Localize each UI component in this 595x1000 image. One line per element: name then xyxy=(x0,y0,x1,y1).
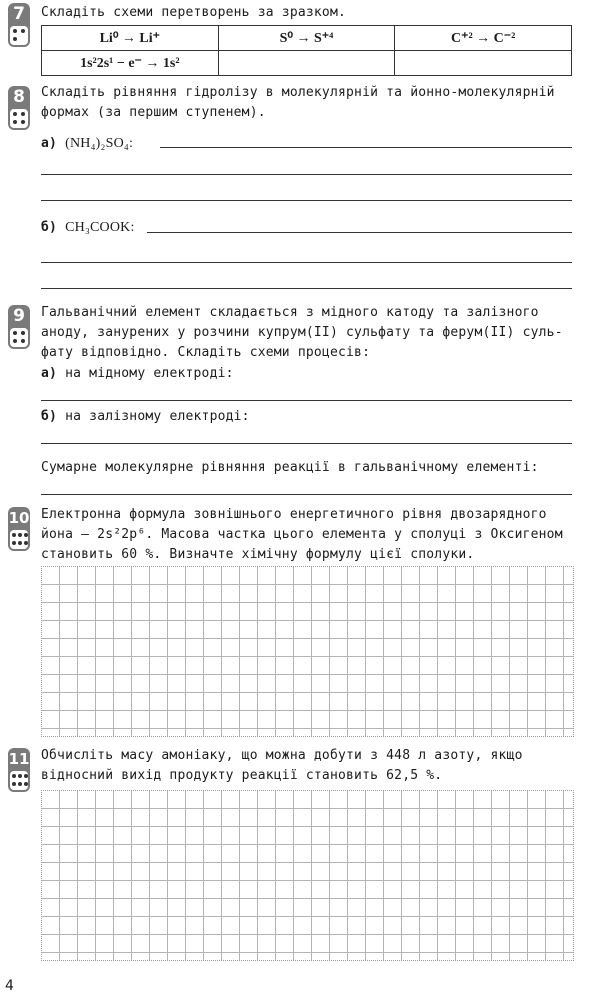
item-label: б) xyxy=(41,220,58,235)
task-8-text-line1: Складіть рівняння гідролізу в молекулярній та йонно-молекулярній xyxy=(41,85,555,100)
difficulty-dots-icon xyxy=(10,109,28,128)
task-11-text-line1: Обчисліть масу амоніаку, що можна добути з 448 л азоту, якщо xyxy=(41,748,523,763)
formula: (NH₄)₂SO₄: xyxy=(65,136,134,151)
task-number-11: 11 xyxy=(8,750,30,768)
task-9-a-row xyxy=(41,364,234,384)
answer-grid-11[interactable] xyxy=(41,790,574,961)
difficulty-dots-icon xyxy=(10,771,28,790)
task-number-7: 7 xyxy=(13,4,25,24)
item-label: а) xyxy=(41,136,58,151)
answer-line[interactable] xyxy=(41,494,572,495)
item-text: на залізному електроді: xyxy=(65,409,250,424)
task-8-text-line2: формах (за першим ступенем). xyxy=(41,105,266,120)
task-badge-8 xyxy=(8,86,30,130)
task-badge-10 xyxy=(8,507,30,551)
task-10-text-line3: становить 60 %. Визначте хімічну формулу цієї сполуки. xyxy=(41,547,475,562)
answer-line[interactable] xyxy=(41,200,572,201)
answer-grid-10[interactable] xyxy=(41,566,574,737)
task-number-8: 8 xyxy=(13,87,25,107)
answer-line[interactable] xyxy=(41,443,572,444)
table-answer-cell[interactable] xyxy=(218,51,395,76)
task-7-text: Складіть схеми перетворень за зразком. xyxy=(41,5,347,20)
item-label: а) xyxy=(41,366,58,381)
task-10-text-line1: Електронна формула зовнішнього енергетичного рівня двозарядного xyxy=(41,507,547,522)
answer-line[interactable] xyxy=(41,400,572,401)
task-number-10: 10 xyxy=(8,509,30,527)
task-9-b-row xyxy=(41,407,250,427)
task-8-a-row xyxy=(41,134,133,154)
task-badge-11 xyxy=(8,748,30,792)
difficulty-dots-icon xyxy=(10,328,28,347)
difficulty-dots-icon xyxy=(10,530,28,549)
page-number: 4 xyxy=(5,978,14,994)
task-9-text-line2: аноду, занурених у розчини купрум(ІІ) сульфату та ферум(ІІ) суль- xyxy=(41,325,563,340)
task-9-summary: Сумарне молекулярне рівняння реакції в гальванічному елементі: xyxy=(41,460,539,475)
answer-line[interactable] xyxy=(41,262,572,263)
answer-line[interactable] xyxy=(41,288,572,289)
transformation-table xyxy=(41,25,572,76)
table-example-cell: 1s²2s¹ − e⁻ → 1s² xyxy=(42,51,219,76)
task-badge-7 xyxy=(8,3,30,47)
task-9-text-line1: Гальванічний елемент складається з мідного катоду та залізного xyxy=(41,305,539,320)
table-header-cell: C⁺² → C⁻² xyxy=(395,26,572,51)
table-header-cell: Li⁰ → Li⁺ xyxy=(42,26,219,51)
task-10-text-line2: йона — 2s²2p⁶. Масова частка цього елемента у сполуці з Оксигеном xyxy=(41,527,563,542)
answer-line[interactable] xyxy=(147,232,572,233)
answer-line[interactable] xyxy=(160,147,572,148)
task-9-text-line3: фату відповідно. Складіть схеми процесів: xyxy=(41,345,371,360)
answer-line[interactable] xyxy=(41,174,572,175)
task-8-b-row xyxy=(41,218,135,238)
task-11-text-line2: відносний вихід продукту реакції становить 62,5 %. xyxy=(41,768,443,783)
table-answer-cell[interactable] xyxy=(395,51,572,76)
item-text: на мідному електроді: xyxy=(65,366,234,381)
item-label: б) xyxy=(41,409,58,424)
table-header-cell: S⁰ → S⁺⁴ xyxy=(218,26,395,51)
formula: CH₃COOK: xyxy=(65,220,135,235)
task-number-9: 9 xyxy=(13,306,25,326)
difficulty-dots-icon xyxy=(10,26,28,45)
task-badge-9 xyxy=(8,305,30,349)
